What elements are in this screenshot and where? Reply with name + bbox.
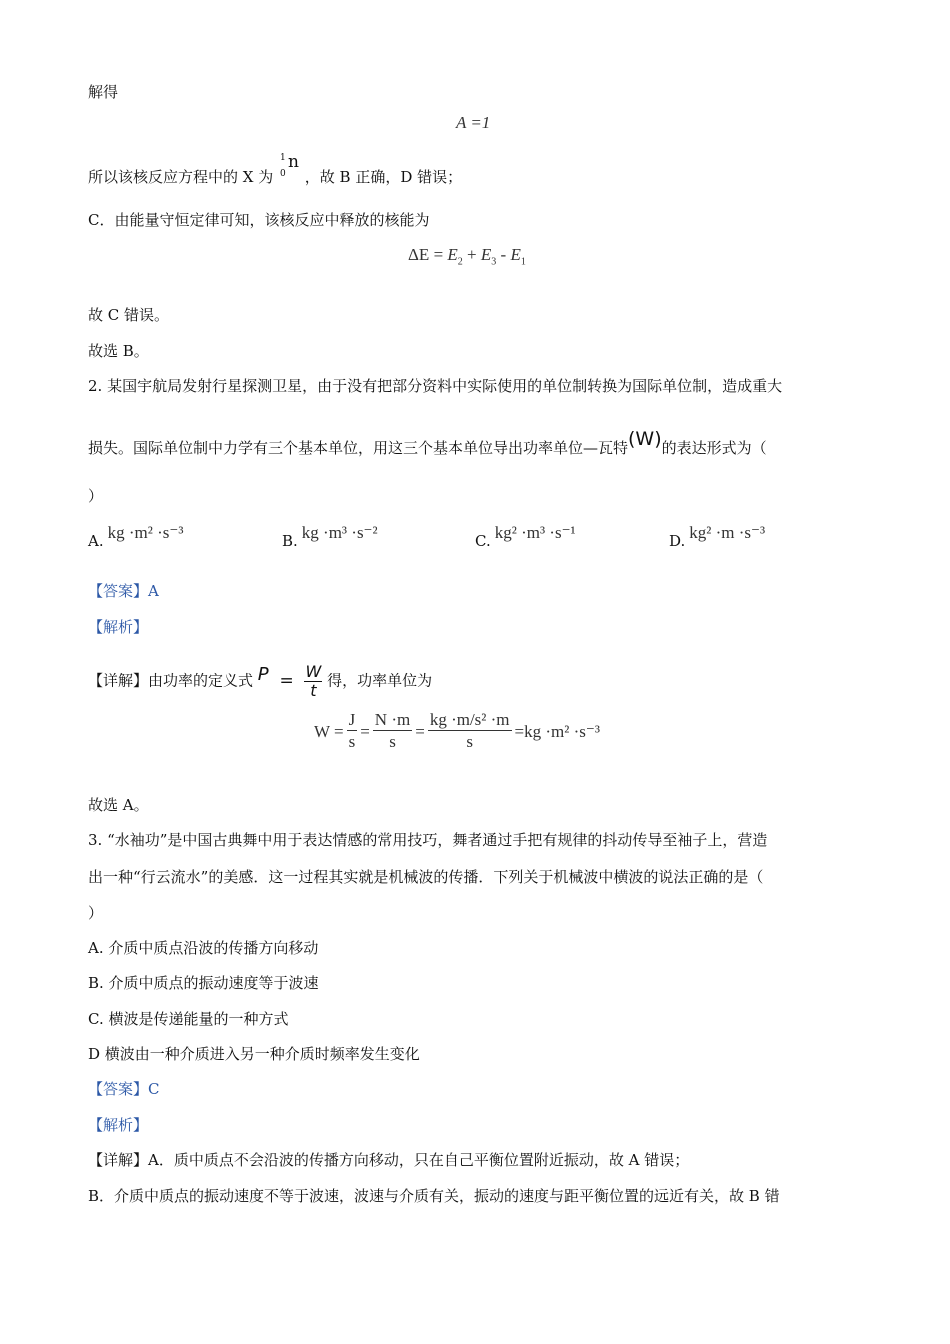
analysis-label: 【解析】	[88, 1116, 149, 1134]
analysis-label: 【解析】	[88, 618, 149, 636]
option-c: C. 横波是传递能量的一种方式	[88, 1010, 289, 1028]
text-line: 故选 B。	[88, 342, 149, 360]
text-line: B．介质中质点的振动速度不等于波速，波速与介质有关，振动的速度与距平衡位置的远近有关，故 B 错	[88, 1187, 780, 1205]
answer-label: 【答案】C	[88, 1080, 160, 1098]
text-line: 【详解】A．质中质点不会沿波的传播方向移动，只在自己平衡位置附近振动，故 A 错误；	[88, 1151, 690, 1169]
answer-label: 【答案】A	[88, 582, 159, 600]
option-d: D. kg² ·m ·s⁻³	[669, 523, 766, 550]
option-a: A. 介质中质点沿波的传播方向移动	[88, 939, 319, 957]
question-3: 3. “水袖功”是中国古典舞中用于表达情感的常用技巧，舞者通过手把有规律的抖动传导至袖子上，营造	[88, 831, 768, 849]
equation-energy: $\Delta E = E_2 + E_3 - E_1$	[408, 245, 526, 268]
option-a: A. kg ·m² ·s⁻³	[88, 523, 184, 550]
text-line: 解得	[88, 83, 119, 101]
text-line: 【详解】由功率的定义式 P = $\frac{W}{t}$ 得，功率单位为	[88, 662, 433, 700]
equation-unit: W = $\frac{J}{s}$ = $\frac{N \cdot m}{s}$ = $\frac{\text{kg ·m/s² ·m}}{s}$ =kg ·m² ·s⁻³	[314, 710, 600, 751]
option-b: B. 介质中质点的振动速度等于波速	[88, 974, 319, 992]
text-line: C．由能量守恒定律可知，该核反应中释放的核能为	[88, 211, 430, 229]
text-line: 所以该核反应方程中的 X 为 1 0 n ，故 B 正确，D 错误；	[88, 152, 463, 186]
text-line: ）	[88, 487, 104, 505]
option-d: D 横波由一种介质进入另一种介质时频率发生变化	[88, 1045, 420, 1063]
question-2: 2. 某国宇航局发射行星探测卫星，由于没有把部分资料中实际使用的单位制转换为国际单位制，造成重大	[88, 377, 783, 395]
text-line: 损失。国际单位制中力学有三个基本单位，用这三个基本单位导出功率单位—瓦特(W)的表达形式为（	[88, 428, 767, 457]
equation-a: A =1	[456, 113, 491, 132]
text-line: 故 C 错误。	[88, 306, 170, 324]
text-line: 出一种“行云流水”的美感．这一过程其实就是机械波的传播．下列关于机械波中横波的说法正确的是（	[88, 868, 764, 886]
option-c: C. kg² ·m³ ·s⁻¹	[475, 523, 576, 550]
text-line: 故选 A。	[88, 796, 149, 814]
text-line: ）	[88, 904, 104, 922]
option-b: B. kg ·m³ ·s⁻²	[282, 523, 378, 550]
